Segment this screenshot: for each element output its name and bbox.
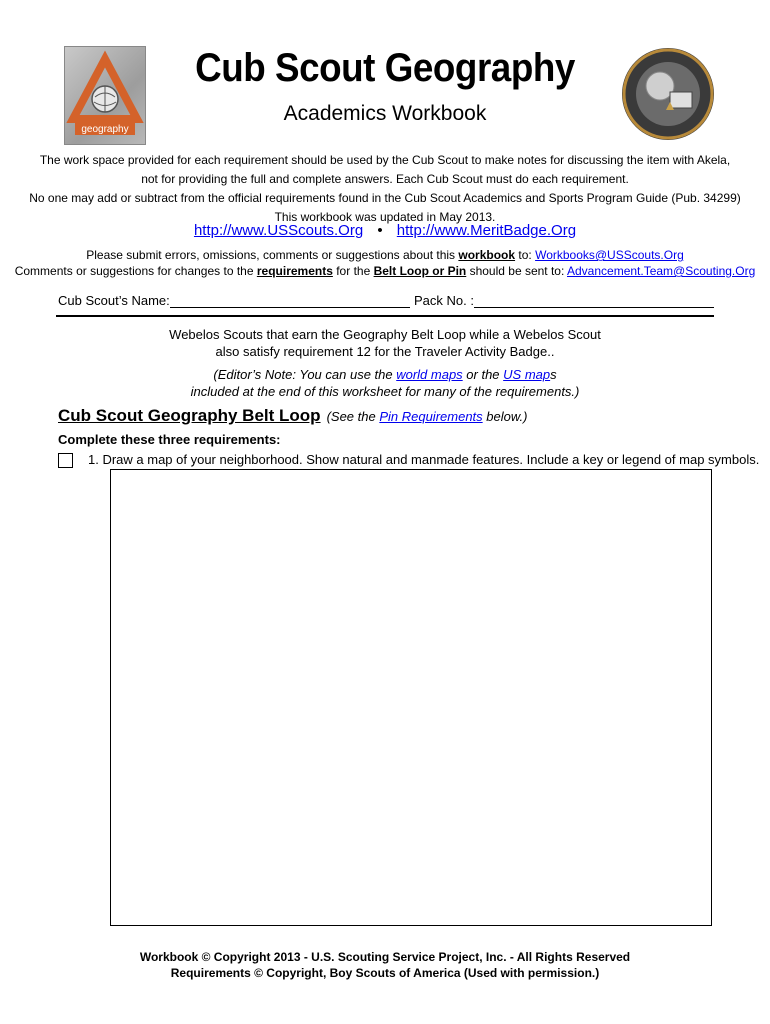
world-maps-link[interactable]: world maps bbox=[396, 367, 463, 382]
geography-belt-loop-logo bbox=[64, 46, 146, 145]
scout-name-field[interactable] bbox=[58, 293, 410, 308]
submit-text: to: bbox=[515, 248, 536, 262]
map-drawing-area[interactable] bbox=[110, 469, 712, 926]
scout-name-blank[interactable] bbox=[170, 307, 410, 308]
requirement-1-checkbox[interactable] bbox=[58, 453, 73, 468]
complete-instruction: Complete these three requirements: bbox=[58, 432, 281, 447]
webelos-note bbox=[0, 326, 770, 360]
editor-text: or the bbox=[462, 367, 504, 382]
pin-requirements-link[interactable]: Pin Requirements bbox=[379, 409, 483, 424]
pin-note-text: below.) bbox=[482, 409, 528, 424]
advancement-email-link[interactable]: Advancement.Team@Scouting.Org bbox=[567, 264, 756, 278]
pack-number-field[interactable] bbox=[414, 293, 714, 308]
belt-loop-heading: Cub Scout Geography Belt Loop bbox=[58, 406, 321, 425]
logo-label: geography bbox=[81, 124, 129, 135]
page-subtitle: Academics Workbook bbox=[283, 102, 487, 125]
intro-line-3: No one may add or subtract from the official requirements found in the Cub Scout Academics and Sports Program Guide (Pub. 34299) bbox=[29, 191, 741, 205]
footer-line-1: Workbook © Copyright 2013 - U.S. Scouting Service Project, Inc. - All Rights Reserved bbox=[139, 950, 631, 964]
requirement-1-text: 1. Draw a map of your neighborhood. Show natural and manmade features. Include a key or legend of map symbols. bbox=[88, 452, 760, 467]
scout-name-label: Cub Scout’s Name: bbox=[58, 293, 170, 308]
pin-note-text: (See the bbox=[326, 409, 380, 424]
intro-line-1: The work space provided for each requirement should be used by the Cub Scout to make notes for discussing the item with Akela, bbox=[39, 153, 731, 167]
meritbadge-link[interactable]: http://www.MeritBadge.Org bbox=[396, 222, 577, 239]
ussssp-seal-logo bbox=[620, 46, 716, 142]
submit-text: Please submit errors, omissions, comments or suggestions about this bbox=[86, 248, 459, 262]
footer bbox=[0, 949, 770, 981]
us-maps-link[interactable]: US map bbox=[503, 367, 551, 382]
editor-note bbox=[0, 366, 770, 400]
submit-text: should be sent to: bbox=[466, 264, 567, 278]
pin-note bbox=[327, 409, 528, 424]
usscouts-link[interactable]: http://www.USScouts.Org bbox=[193, 222, 364, 239]
submit-line-1 bbox=[0, 247, 770, 263]
editor-line-1 bbox=[0, 366, 770, 383]
intro-line-4: This workbook was updated in May 2013. bbox=[274, 210, 496, 224]
section-heading bbox=[58, 406, 527, 426]
editor-text: (Editor’s Note: You can use the bbox=[213, 367, 397, 382]
editor-line-2: included at the end of this worksheet for many of the requirements.) bbox=[190, 384, 580, 399]
divider bbox=[56, 315, 714, 317]
seal-icon bbox=[620, 46, 716, 142]
page-title: Cub Scout Geography bbox=[195, 46, 575, 90]
pack-number-blank[interactable] bbox=[474, 307, 714, 308]
footer-line-2: Requirements © Copyright, Boy Scouts of America (Used with permission.) bbox=[170, 966, 600, 980]
workbooks-email-link[interactable]: Workbooks@USScouts.Org bbox=[535, 248, 684, 262]
link-separator: • bbox=[377, 222, 383, 239]
submit-bold: Belt Loop or Pin bbox=[373, 264, 467, 278]
webelos-line-1: Webelos Scouts that earn the Geography Belt Loop while a Webelos Scout bbox=[169, 327, 601, 342]
editor-text: s bbox=[550, 367, 557, 382]
submit-text: Comments or suggestions for changes to the bbox=[14, 264, 257, 278]
webelos-line-2: also satisfy requirement 12 for the Traveler Activity Badge.. bbox=[215, 344, 555, 359]
pack-number-label: Pack No. : bbox=[414, 293, 474, 308]
intro-line-2: not for providing the full and complete answers. Each Cub Scout must do each requirement. bbox=[141, 172, 629, 186]
geography-emblem-icon bbox=[65, 47, 145, 144]
submit-bold: workbook bbox=[458, 248, 516, 262]
submit-bold: requirements bbox=[256, 264, 333, 278]
website-links bbox=[0, 222, 770, 239]
submit-info bbox=[0, 247, 770, 279]
submit-line-2 bbox=[0, 263, 770, 279]
submit-text: for the bbox=[332, 264, 374, 278]
